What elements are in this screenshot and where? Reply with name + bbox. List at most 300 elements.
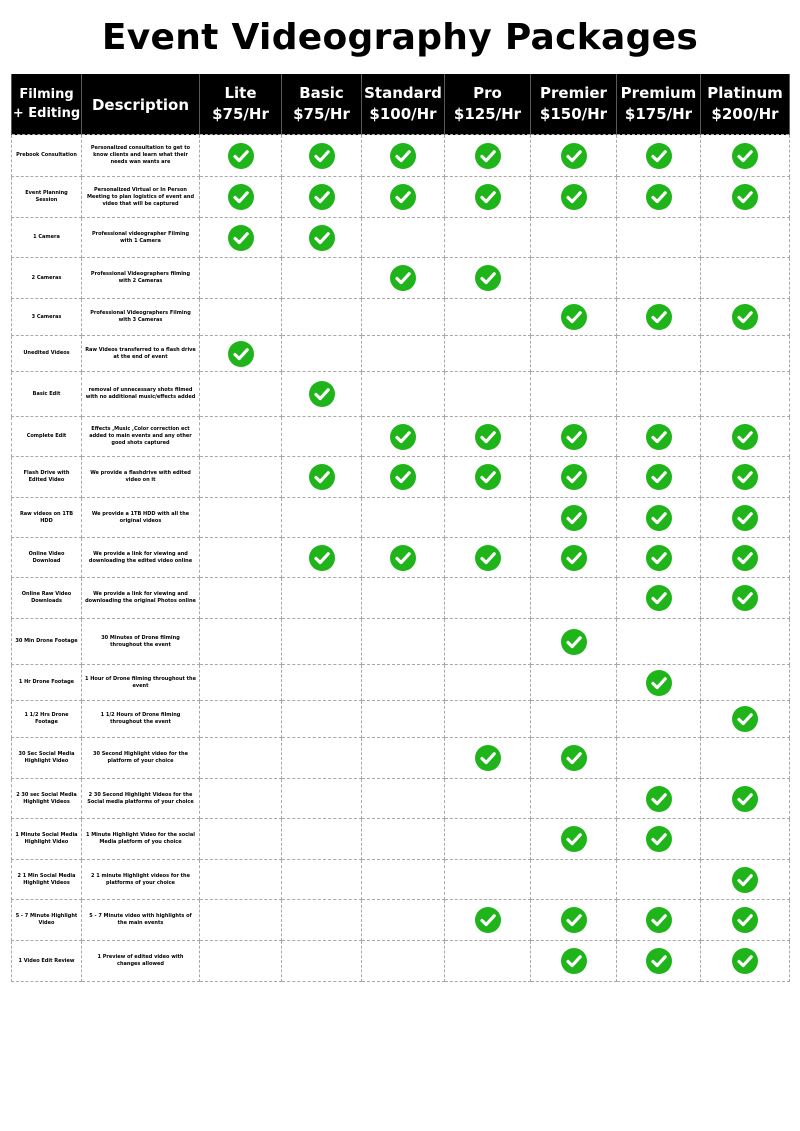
- package-cell-basic: [282, 900, 362, 941]
- check-circle-icon: [732, 706, 758, 732]
- package-cell-premier: [531, 218, 617, 258]
- package-name: Lite: [224, 84, 257, 102]
- package-cell-premier: [531, 900, 617, 941]
- package-price: $150/Hr: [539, 105, 608, 123]
- package-cell-lite: [200, 578, 282, 619]
- check-circle-icon: [646, 424, 672, 450]
- table-row: [12, 336, 790, 372]
- feature-cell: 2 30 sec Social Media Highlight Videos: [12, 779, 82, 819]
- package-cell-standard: [362, 941, 445, 982]
- check-circle-icon: [475, 907, 501, 933]
- package-cell-platinum: [701, 779, 790, 819]
- description-cell: Professional Videographers Filming with 3 Cameras: [82, 299, 200, 336]
- package-cell-platinum: [701, 900, 790, 941]
- table-row: [12, 218, 790, 258]
- package-cell-platinum: [701, 258, 790, 299]
- check-circle-icon: [646, 948, 672, 974]
- package-name: Standard: [364, 84, 442, 102]
- check-circle-icon: [732, 143, 758, 169]
- feature-cell: Complete Edit: [12, 417, 82, 457]
- package-cell-standard: [362, 538, 445, 578]
- package-cell-premier: [531, 457, 617, 498]
- package-cell-basic: [282, 135, 362, 177]
- package-cell-platinum: [701, 498, 790, 538]
- package-cell-platinum: [701, 941, 790, 982]
- package-cell-platinum: [701, 218, 790, 258]
- package-cell-standard: [362, 218, 445, 258]
- package-cell-basic: [282, 258, 362, 299]
- package-cell-platinum: [701, 738, 790, 779]
- check-circle-icon: [561, 948, 587, 974]
- package-price: $125/Hr: [453, 105, 522, 123]
- check-circle-icon: [646, 505, 672, 531]
- check-circle-icon: [561, 545, 587, 571]
- package-name: Pro: [473, 84, 502, 102]
- check-circle-icon: [561, 826, 587, 852]
- description-column-header: [82, 74, 200, 135]
- feature-cell: 1 1/2 Hrs Drone Footage: [12, 701, 82, 738]
- check-circle-icon: [646, 545, 672, 571]
- package-cell-premier: [531, 336, 617, 372]
- package-cell-premier: [531, 619, 617, 665]
- package-cell-premium: [617, 819, 701, 860]
- check-circle-icon: [732, 585, 758, 611]
- package-cell-standard: [362, 619, 445, 665]
- description-cell: We provide a link for viewing and downloading the original Photos online: [82, 578, 200, 619]
- check-circle-icon: [475, 184, 501, 210]
- description-cell: We provide a 1TB HDD with all the original videos: [82, 498, 200, 538]
- package-cell-basic: [282, 417, 362, 457]
- package-cell-standard: [362, 498, 445, 538]
- package-cell-platinum: [701, 177, 790, 218]
- check-circle-icon: [475, 545, 501, 571]
- check-circle-icon: [732, 867, 758, 893]
- package-cell-premium: [617, 299, 701, 336]
- package-name: Platinum: [707, 84, 783, 102]
- package-cell-pro: [445, 860, 531, 900]
- feature-cell: 2 Cameras: [12, 258, 82, 299]
- package-cell-premium: [617, 538, 701, 578]
- package-cell-premier: [531, 177, 617, 218]
- description-cell: 1 Preview of edited video with changes allowed: [82, 941, 200, 982]
- package-cell-basic: [282, 860, 362, 900]
- package-cell-basic: [282, 336, 362, 372]
- check-circle-icon: [646, 585, 672, 611]
- package-header-premium: [617, 74, 701, 135]
- package-cell-basic: [282, 299, 362, 336]
- table-row: [12, 538, 790, 578]
- package-cell-lite: [200, 135, 282, 177]
- check-circle-icon: [309, 143, 335, 169]
- check-circle-icon: [646, 670, 672, 696]
- package-name: Premier: [540, 84, 607, 102]
- package-cell-basic: [282, 177, 362, 218]
- package-cell-lite: [200, 372, 282, 417]
- package-cell-standard: [362, 135, 445, 177]
- package-cell-premier: [531, 299, 617, 336]
- package-cell-basic: [282, 665, 362, 701]
- package-cell-pro: [445, 665, 531, 701]
- package-cell-platinum: [701, 372, 790, 417]
- package-cell-premium: [617, 218, 701, 258]
- feature-cell: 3 Cameras: [12, 299, 82, 336]
- check-circle-icon: [646, 786, 672, 812]
- check-circle-icon: [228, 341, 254, 367]
- package-cell-basic: [282, 498, 362, 538]
- package-cell-pro: [445, 177, 531, 218]
- package-header-platinum: [701, 74, 790, 135]
- package-cell-standard: [362, 417, 445, 457]
- table-row: [12, 372, 790, 417]
- feature-cell: Flash Drive with Edited Video: [12, 457, 82, 498]
- packages-table-body: [12, 135, 790, 982]
- package-header-lite: [200, 74, 282, 135]
- package-price: $75/Hr: [212, 105, 269, 123]
- check-circle-icon: [732, 948, 758, 974]
- package-cell-premium: [617, 665, 701, 701]
- package-cell-pro: [445, 738, 531, 779]
- package-cell-premier: [531, 372, 617, 417]
- check-circle-icon: [732, 464, 758, 490]
- package-cell-pro: [445, 941, 531, 982]
- feature-cell: Prebook Consultation: [12, 135, 82, 177]
- table-row: [12, 701, 790, 738]
- table-row: [12, 860, 790, 900]
- check-circle-icon: [732, 424, 758, 450]
- package-cell-premier: [531, 578, 617, 619]
- description-header-label: Description: [91, 95, 190, 114]
- package-cell-platinum: [701, 299, 790, 336]
- check-circle-icon: [390, 265, 416, 291]
- feature-cell: Raw videos on 1TB HDD: [12, 498, 82, 538]
- header-row: [12, 74, 790, 135]
- package-cell-lite: [200, 299, 282, 336]
- check-circle-icon: [646, 464, 672, 490]
- feature-column-header: [12, 74, 82, 135]
- package-cell-lite: [200, 258, 282, 299]
- description-cell: 5 - 7 Minute video with highlights of the main events: [82, 900, 200, 941]
- package-cell-platinum: [701, 135, 790, 177]
- package-cell-standard: [362, 457, 445, 498]
- description-cell: 1 1/2 Hours of Drone filming throughout the event: [82, 701, 200, 738]
- check-circle-icon: [561, 143, 587, 169]
- package-cell-standard: [362, 177, 445, 218]
- description-cell: 2 30 Second Highlight Videos for the Social media platforms of your choice: [82, 779, 200, 819]
- package-cell-pro: [445, 578, 531, 619]
- package-price: $175/Hr: [624, 105, 693, 123]
- package-cell-lite: [200, 457, 282, 498]
- package-cell-basic: [282, 218, 362, 258]
- package-cell-basic: [282, 538, 362, 578]
- package-cell-pro: [445, 372, 531, 417]
- feature-cell: 1 Minute Social Media Highlight Video: [12, 819, 82, 860]
- feature-cell: Unedited Videos: [12, 336, 82, 372]
- package-cell-platinum: [701, 336, 790, 372]
- package-cell-standard: [362, 665, 445, 701]
- feature-cell: 2 1 Min Social Media Highlight Videos: [12, 860, 82, 900]
- check-circle-icon: [646, 826, 672, 852]
- table-row: [12, 779, 790, 819]
- feature-cell: 1 Camera: [12, 218, 82, 258]
- package-header-standard: [362, 74, 445, 135]
- table-row: [12, 738, 790, 779]
- package-cell-basic: [282, 941, 362, 982]
- check-circle-icon: [475, 265, 501, 291]
- check-circle-icon: [309, 225, 335, 251]
- check-circle-icon: [646, 184, 672, 210]
- description-cell: Personalized Virtual or In Person Meeting to plan logistics of event and video that will be captured: [82, 177, 200, 218]
- package-cell-premier: [531, 701, 617, 738]
- package-cell-premium: [617, 941, 701, 982]
- package-cell-premium: [617, 177, 701, 218]
- check-circle-icon: [390, 143, 416, 169]
- table-row: [12, 177, 790, 218]
- package-cell-premium: [617, 498, 701, 538]
- check-circle-icon: [475, 424, 501, 450]
- package-cell-lite: [200, 336, 282, 372]
- package-cell-premier: [531, 498, 617, 538]
- package-cell-pro: [445, 336, 531, 372]
- package-cell-premier: [531, 738, 617, 779]
- description-cell: removal of unnecessary shots filmed with no additional music/effects added: [82, 372, 200, 417]
- package-cell-pro: [445, 417, 531, 457]
- package-cell-basic: [282, 578, 362, 619]
- package-header-basic: [282, 74, 362, 135]
- package-cell-lite: [200, 900, 282, 941]
- description-cell: 30 Second Highlight video for the platform of your choice: [82, 738, 200, 779]
- check-circle-icon: [646, 907, 672, 933]
- description-cell: Personalized consultation to get to know clients and learn what their needs wan wants are: [82, 135, 200, 177]
- package-cell-standard: [362, 372, 445, 417]
- table-row: [12, 578, 790, 619]
- package-cell-lite: [200, 417, 282, 457]
- check-circle-icon: [561, 424, 587, 450]
- check-circle-icon: [475, 464, 501, 490]
- package-cell-lite: [200, 498, 282, 538]
- package-cell-premier: [531, 538, 617, 578]
- check-circle-icon: [732, 786, 758, 812]
- check-circle-icon: [561, 184, 587, 210]
- package-cell-standard: [362, 860, 445, 900]
- check-circle-icon: [561, 745, 587, 771]
- description-cell: Raw Videos transferred to a flash drive at the end of event: [82, 336, 200, 372]
- package-cell-premium: [617, 372, 701, 417]
- feature-cell: 1 Hr Drone Footage: [12, 665, 82, 701]
- package-cell-pro: [445, 619, 531, 665]
- package-cell-lite: [200, 177, 282, 218]
- package-cell-premier: [531, 258, 617, 299]
- package-cell-pro: [445, 218, 531, 258]
- check-circle-icon: [390, 424, 416, 450]
- package-cell-premier: [531, 417, 617, 457]
- package-cell-lite: [200, 218, 282, 258]
- package-cell-platinum: [701, 538, 790, 578]
- package-cell-lite: [200, 941, 282, 982]
- check-circle-icon: [228, 225, 254, 251]
- package-cell-lite: [200, 779, 282, 819]
- check-circle-icon: [475, 745, 501, 771]
- check-circle-icon: [390, 184, 416, 210]
- package-cell-lite: [200, 860, 282, 900]
- check-circle-icon: [475, 143, 501, 169]
- check-circle-icon: [646, 304, 672, 330]
- feature-cell: 5 - 7 Minute Highlight Video: [12, 900, 82, 941]
- packages-table: [11, 74, 790, 982]
- package-cell-platinum: [701, 417, 790, 457]
- package-cell-lite: [200, 619, 282, 665]
- package-cell-standard: [362, 336, 445, 372]
- page-title: Event Videography Packages: [101, 17, 699, 58]
- check-circle-icon: [732, 545, 758, 571]
- check-circle-icon: [309, 545, 335, 571]
- package-cell-basic: [282, 619, 362, 665]
- package-cell-lite: [200, 665, 282, 701]
- package-cell-pro: [445, 900, 531, 941]
- package-cell-platinum: [701, 860, 790, 900]
- check-circle-icon: [646, 143, 672, 169]
- package-cell-standard: [362, 701, 445, 738]
- description-cell: Professional Videographers filming with 2 Cameras: [82, 258, 200, 299]
- check-circle-icon: [561, 304, 587, 330]
- check-circle-icon: [561, 505, 587, 531]
- description-cell: We provide a flashdrive with edited video on it: [82, 457, 200, 498]
- package-cell-premier: [531, 779, 617, 819]
- package-cell-premier: [531, 135, 617, 177]
- description-cell: 30 Minutes of Drone filming throughout the event: [82, 619, 200, 665]
- table-row: [12, 457, 790, 498]
- feature-header-label: Filming + Editing: [12, 87, 81, 121]
- feature-cell: Online Video Download: [12, 538, 82, 578]
- package-cell-premier: [531, 860, 617, 900]
- package-cell-premium: [617, 578, 701, 619]
- description-cell: 1 Minute Highlight Video for the social Media platform of you choice: [82, 819, 200, 860]
- feature-cell: 30 Sec Social Media Highlight Video: [12, 738, 82, 779]
- package-cell-pro: [445, 299, 531, 336]
- package-cell-lite: [200, 701, 282, 738]
- feature-cell: Online Raw Video Downloads: [12, 578, 82, 619]
- check-circle-icon: [561, 464, 587, 490]
- package-cell-premium: [617, 457, 701, 498]
- package-header-pro: [445, 74, 531, 135]
- package-cell-basic: [282, 701, 362, 738]
- package-cell-premium: [617, 258, 701, 299]
- package-cell-pro: [445, 457, 531, 498]
- package-price: $75/Hr: [293, 105, 350, 123]
- feature-cell: Event Planning Session: [12, 177, 82, 218]
- package-cell-premium: [617, 701, 701, 738]
- table-row: [12, 299, 790, 336]
- table-row: [12, 498, 790, 538]
- package-cell-premium: [617, 900, 701, 941]
- table-row: [12, 900, 790, 941]
- package-cell-premier: [531, 819, 617, 860]
- package-cell-platinum: [701, 701, 790, 738]
- description-cell: We provide a link for viewing and downloading the edited video online: [82, 538, 200, 578]
- description-cell: 2 1 minute Highlight videos for the platforms of your choice: [82, 860, 200, 900]
- table-row: [12, 417, 790, 457]
- package-cell-lite: [200, 538, 282, 578]
- check-circle-icon: [309, 184, 335, 210]
- feature-cell: 1 Video Edit Review: [12, 941, 82, 982]
- package-cell-standard: [362, 738, 445, 779]
- package-cell-basic: [282, 372, 362, 417]
- check-circle-icon: [561, 629, 587, 655]
- package-cell-pro: [445, 258, 531, 299]
- feature-cell: 30 Min Drone Footage: [12, 619, 82, 665]
- package-cell-lite: [200, 738, 282, 779]
- package-header-premier: [531, 74, 617, 135]
- package-cell-basic: [282, 457, 362, 498]
- package-cell-standard: [362, 578, 445, 619]
- package-name: Premium: [620, 84, 697, 102]
- package-name: Basic: [299, 84, 344, 102]
- package-cell-premier: [531, 941, 617, 982]
- package-cell-premium: [617, 336, 701, 372]
- package-cell-premium: [617, 779, 701, 819]
- package-cell-pro: [445, 538, 531, 578]
- check-circle-icon: [228, 184, 254, 210]
- check-circle-icon: [390, 464, 416, 490]
- package-cell-basic: [282, 779, 362, 819]
- package-cell-pro: [445, 819, 531, 860]
- table-row: [12, 819, 790, 860]
- check-circle-icon: [561, 907, 587, 933]
- package-cell-standard: [362, 258, 445, 299]
- package-cell-pro: [445, 779, 531, 819]
- table-row: [12, 258, 790, 299]
- package-cell-basic: [282, 819, 362, 860]
- package-cell-standard: [362, 779, 445, 819]
- package-cell-platinum: [701, 819, 790, 860]
- package-cell-basic: [282, 738, 362, 779]
- package-cell-standard: [362, 299, 445, 336]
- package-cell-premium: [617, 619, 701, 665]
- package-cell-platinum: [701, 457, 790, 498]
- check-circle-icon: [309, 381, 335, 407]
- package-cell-pro: [445, 701, 531, 738]
- check-circle-icon: [732, 505, 758, 531]
- package-cell-platinum: [701, 619, 790, 665]
- package-cell-premium: [617, 738, 701, 779]
- package-cell-premium: [617, 860, 701, 900]
- check-circle-icon: [732, 304, 758, 330]
- package-cell-platinum: [701, 578, 790, 619]
- description-cell: Effects ,Music ,Color correction ect added to main events and any other good shots captured: [82, 417, 200, 457]
- package-cell-pro: [445, 135, 531, 177]
- table-row: [12, 135, 790, 177]
- check-circle-icon: [228, 143, 254, 169]
- package-cell-standard: [362, 819, 445, 860]
- description-cell: 1 Hour of Drone filming throughout the event: [82, 665, 200, 701]
- check-circle-icon: [732, 907, 758, 933]
- package-cell-lite: [200, 819, 282, 860]
- package-cell-premium: [617, 135, 701, 177]
- check-circle-icon: [732, 184, 758, 210]
- table-row: [12, 665, 790, 701]
- package-price: $200/Hr: [711, 105, 779, 123]
- package-cell-pro: [445, 498, 531, 538]
- description-cell: Professional videographer Filming with 1 Camera: [82, 218, 200, 258]
- table-row: [12, 619, 790, 665]
- table-row: [12, 941, 790, 982]
- package-cell-platinum: [701, 665, 790, 701]
- package-price: $100/Hr: [369, 105, 437, 123]
- check-circle-icon: [309, 464, 335, 490]
- package-cell-standard: [362, 900, 445, 941]
- check-circle-icon: [390, 545, 416, 571]
- feature-cell: Basic Edit: [12, 372, 82, 417]
- package-cell-premier: [531, 665, 617, 701]
